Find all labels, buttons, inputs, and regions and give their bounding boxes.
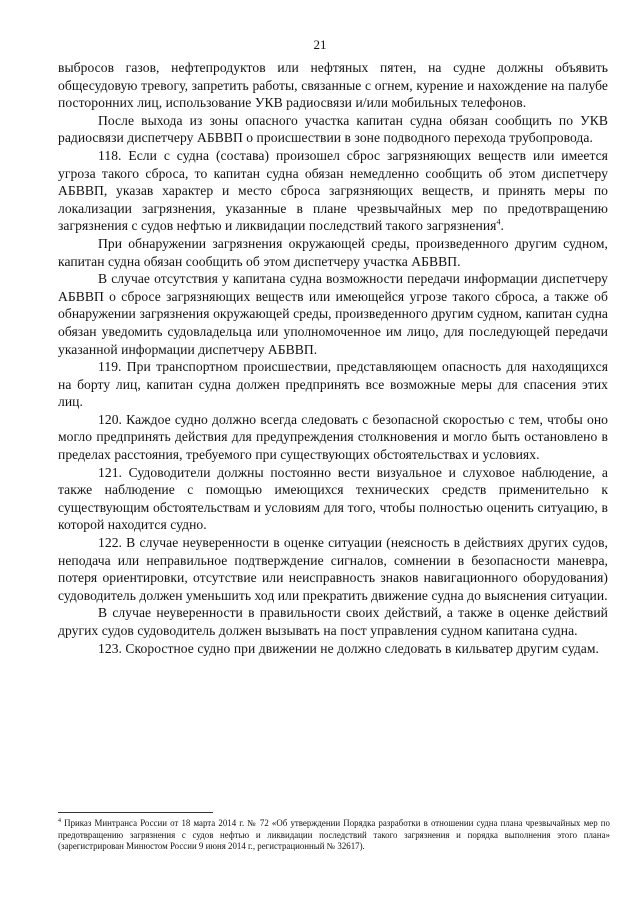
footnote-reference[interactable]: 4 <box>496 217 501 227</box>
paragraph-118 <box>58 147 608 235</box>
paragraph-122: 122. В случае неуверенности в оценке ситуации (неясность в действиях других судов, неподача или неправильное подтверждение сигналов, сомнении в безопасности маневра, потеря ориентировки, отсутствие или неисправность знаков навигационного оборудования) судоводитель должен уменьшить ход или прекратить движение судна до выяснения ситуации. <box>58 535 608 603</box>
paragraph-continuation: выбросов газов, нефтепродуктов или нефтяных пятен, на судне должны объявить общесудовую тревогу, запретить работы, связанные с огнем, курение и нахождение на палубе посторонних лиц, использование УКВ радиосвязи и/или мобильных телефонов. <box>58 60 608 111</box>
footnote <box>58 818 610 853</box>
page-number: 21 <box>313 37 327 52</box>
footnote-text: Приказ Минтранса России от 18 марта 2014 г. № 72 «Об утверждении Порядка разработки в отношении судна плана чрезвычайных мер по предотвращению загрязнения с судов нефтью и ликвидации последствий такого загрязнения и порядка выполнения этого плана» (зарегистрирован Минюстом России 9 июня 2014 г., регистрационный № 32617). <box>58 818 610 852</box>
paragraph-121: 121. Судоводители должны постоянно вести визуальное и слуховое наблюдение, а также наблюдение с помощью имеющихся технических средств применительно к существующим обстоятельствам и условиям для того, чтобы полностью оценить ситуацию, в которой находится судно. <box>58 464 608 533</box>
paragraph-123: 123. Скоростное судно при движении не должно следовать в кильватер другим судам. <box>98 640 599 656</box>
paragraph: В случае неуверенности в правильности своих действий, а также в оценке действий других судов судоводитель должен вызывать на пост управления судном капитана судна. <box>58 605 608 638</box>
footnote-divider <box>58 812 213 813</box>
paragraph: После выхода из зоны опасного участка капитан судна обязан сообщить по УКВ радиосвязи диспетчеру АБВВП о происшествии в зоне подводного перехода трубопровода. <box>58 112 608 146</box>
paragraph: При обнаружении загрязнения окружающей среды, произведенного другим судном, капитан судна обязан сообщить об этом диспетчеру участка АБВВП. <box>58 235 608 269</box>
paragraph-118-text: 118. Если с судна (состава) произошел сброс загрязняющих веществ или имеется угроза такого сброса, то капитан судна обязан немедленно сообщить об этом диспетчеру АБВВП, указав характер и место сброса загрязняющих веществ, и принять меры по локализации загрязнения, указанные в плане чрезвычайных мер по предотвращению загрязнения с судов нефтью и ликвидации последствий такого загрязнения <box>58 147 608 234</box>
paragraph-118-end: . <box>500 218 504 234</box>
paragraph: В случае отсутствия у капитана судна возможности передачи информации диспетчеру АБВВП о сбросе загрязняющих веществ или имеющейся угрозе такого сброса, а также об обнаружении загрязнения окружающей среды, произведенного другим судном, капитан судна обязан уведомить судовладельца или уполномоченное им лицо, для последующей передачи указанной информации диспетчеру АБВВП. <box>58 271 608 357</box>
paragraph-119: 119. При транспортном происшествии, представляющем опасность для находящихся на борту лиц, капитан судна должен предпринять все возможные меры для спасения этих лиц. <box>58 359 608 410</box>
footnote-marker: 4 <box>58 818 61 825</box>
paragraph-120: 120. Каждое судно должно всегда следовать с безопасной скоростью с тем, чтобы оно могло предпринять действия для предупреждения столкновения и могло быть остановлено в пределах расстояния, требуемого при существующих обстоятельствах и условиях. <box>58 411 608 463</box>
body-text <box>58 59 608 657</box>
